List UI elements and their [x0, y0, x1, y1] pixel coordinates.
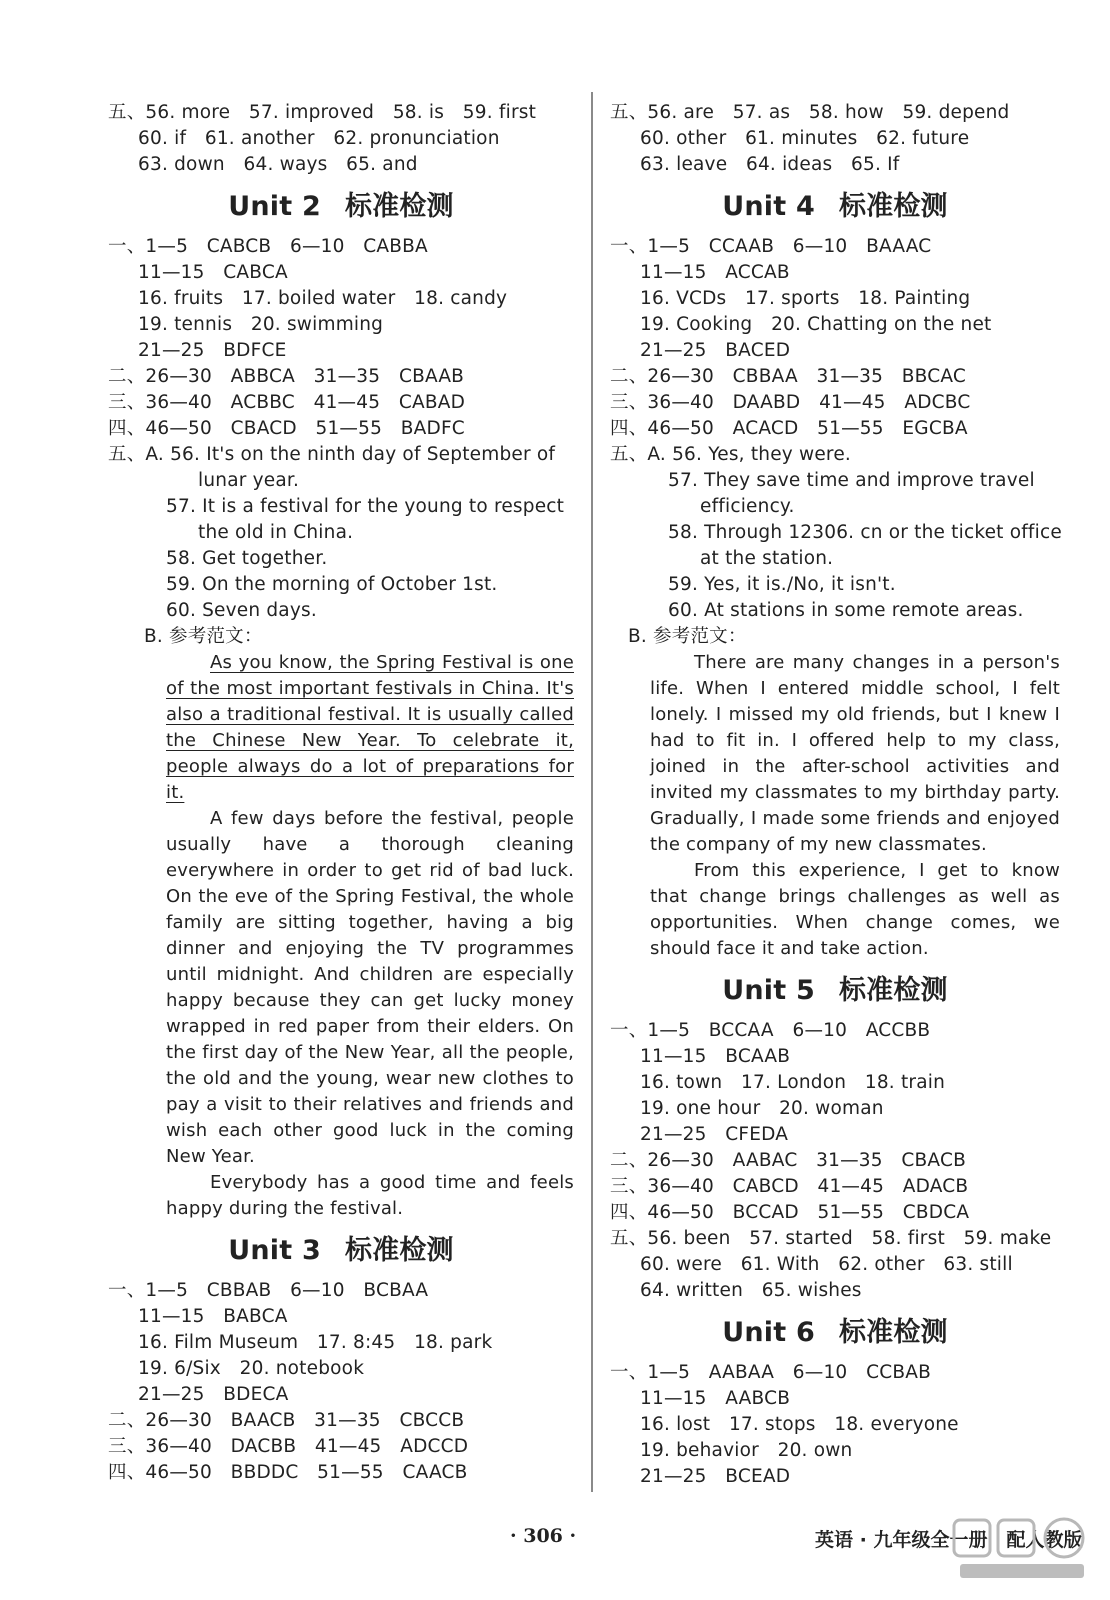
unit-title: Unit 6	[722, 1317, 815, 1348]
unit-2-heading	[108, 192, 574, 222]
answer-line: 58. Get together.	[166, 548, 328, 569]
right-column	[610, 100, 1060, 1490]
answer-line: 四、46—50 BCCAD 51—55 CBDCA	[610, 1202, 970, 1223]
answer-line: 三、36—40 CABCD 41—45 ADACB	[610, 1176, 969, 1197]
answer-line: 64. written 65. wishes	[640, 1280, 862, 1301]
answer-line: 21—25 BDECA	[138, 1384, 289, 1405]
answer-line: 57. They save time and improve travel	[668, 470, 1035, 491]
answer-line: 四、46—50 CBACD 51—55 BADFC	[108, 418, 465, 439]
left-column	[108, 100, 574, 1486]
unit-title: Unit 3	[228, 1235, 321, 1266]
answer-line: 19. one hour 20. woman	[640, 1098, 884, 1119]
essay-paragraph: From this experience, I get to know that change brings challenges as well as opportunities. When change comes, we should face it and take action.	[650, 860, 1060, 959]
answer-line: 60. if 61. another 62. pronunciation	[138, 128, 500, 149]
book-title: 英语 · 九年级全一册 配人教版	[815, 1529, 1083, 1551]
unit-subtitle: 标准检测	[838, 975, 948, 1006]
unit-title: Unit 2	[228, 191, 321, 222]
answer-line: 16. VCDs 17. sports 18. Painting	[640, 288, 971, 309]
answer-line: 60. At stations in some remote areas.	[668, 600, 1024, 621]
unit-subtitle: 标准检测	[838, 191, 948, 222]
answer-line: 59. Yes, it is./No, it isn't.	[668, 574, 896, 595]
answer-line: lunar year.	[198, 470, 300, 491]
answer-line: 一、1—5 CABCB 6—10 CABBA	[108, 236, 428, 257]
model-essay	[108, 650, 574, 1222]
answer-line: 21—25 BACED	[640, 340, 791, 361]
answer-line: the old in China.	[198, 522, 354, 543]
answer-line: 19. 6/Six 20. notebook	[138, 1358, 365, 1379]
answer-line: 58. Through 12306. cn or the ticket office	[668, 522, 1062, 543]
answer-line: 19. Cooking 20. Chatting on the net	[640, 314, 992, 335]
answer-line: efficiency.	[700, 496, 795, 517]
essay-paragraph: As you know, the Spring Festival is one of the most important festivals in China. It's also a traditional festival. It is usually called the Chinese New Year. To celebrate it, people always do a lot of preparations for it.	[166, 652, 574, 803]
answer-line: 19. behavior 20. own	[640, 1440, 853, 1461]
column-divider	[591, 92, 593, 1492]
unit-4-heading	[610, 192, 1060, 222]
model-essay	[610, 650, 1060, 962]
essay-paragraph: There are many changes in a person's life. When I entered middle school, I felt lonely. I missed my old friends, but I knew I had to fit in. I offered help to my class, joined in the after-school activities and invited my classmates to my birthday party. Gradually, I made some friends and enjoyed the company of my new classmates.	[650, 652, 1060, 855]
answer-line: 57. It is a festival for the young to respect	[166, 496, 565, 517]
answer-line: 59. On the morning of October 1st.	[166, 574, 498, 595]
answer-line: 21—25 BDFCE	[138, 340, 287, 361]
answer-line: at the station.	[700, 548, 834, 569]
answer-line: 63. down 64. ways 65. and	[138, 154, 418, 175]
answer-line: 11—15 ACCAB	[640, 262, 790, 283]
answer-line: 11—15 AABCB	[640, 1388, 791, 1409]
answer-line: 五、56. are 57. as 58. how 59. depend	[610, 102, 1010, 123]
answer-line: 63. leave 64. ideas 65. If	[640, 154, 900, 175]
answer-line: 二、26—30 ABBCA 31—35 CBAAB	[108, 366, 465, 387]
answer-line: 五、56. been 57. started 58. first 59. make	[610, 1228, 1052, 1249]
answer-line: 11—15 CABCA	[138, 262, 288, 283]
answer-line: 19. tennis 20. swimming	[138, 314, 384, 335]
answer-line: 五、56. more 57. improved 58. is 59. first	[108, 102, 537, 123]
answer-line: 三、36—40 ACBBC 41—45 CABAD	[108, 392, 466, 413]
answer-line: 五、A. 56. It's on the ninth day of September of	[108, 444, 556, 465]
essay-label: B. 参考范文：	[144, 626, 263, 647]
answer-line: 16. lost 17. stops 18. everyone	[640, 1414, 959, 1435]
answer-line: 一、1—5 AABAA 6—10 CCBAB	[610, 1362, 931, 1383]
essay-paragraph: A few days before the festival, people usually have a thorough cleaning everywhere in order to get rid of bad luck. On the eve of the Spring Festival, the whole family are sitting together, having a big dinner and enjoying the TV programmes until midnight. And children are especially happy because they can get lucky money wrapped in red paper from their elders. On the first day of the New Year, all the people, the old and the young, wear new clothes to pay a visit to their relatives and friends and wish each other good luck in the coming New Year.	[166, 808, 574, 1167]
answer-line: 二、26—30 AABAC 31—35 CBACB	[610, 1150, 966, 1171]
answer-line: 一、1—5 BCCAA 6—10 ACCBB	[610, 1020, 931, 1041]
unit-5-heading	[610, 976, 1060, 1006]
unit-6-heading	[610, 1318, 1060, 1348]
answer-line: 二、26—30 CBBAA 31—35 BBCAC	[610, 366, 967, 387]
unit-subtitle: 标准检测	[344, 1235, 454, 1266]
answer-line: 四、46—50 ACACD 51—55 EGCBA	[610, 418, 968, 439]
unit-3-heading	[108, 1236, 574, 1266]
answer-line: 60. Seven days.	[166, 600, 317, 621]
page-number: · 306 ·	[510, 1525, 577, 1547]
answer-line: 16. town 17. London 18. train	[640, 1072, 946, 1093]
answer-line: 11—15 BABCA	[138, 1306, 288, 1327]
answer-line: 三、36—40 DACBB 41—45 ADCCD	[108, 1436, 469, 1457]
answer-line: 三、36—40 DAABD 41—45 ADCBC	[610, 392, 971, 413]
unit-title: Unit 4	[722, 191, 815, 222]
answer-line: 60. were 61. With 62. other 63. still	[640, 1254, 1013, 1275]
unit-subtitle: 标准检测	[838, 1317, 948, 1348]
unit-subtitle: 标准检测	[344, 191, 454, 222]
answer-line: 16. Film Museum 17. 8:45 18. park	[138, 1332, 493, 1353]
essay-paragraph: Everybody has a good time and feels happy during the festival.	[166, 1172, 574, 1219]
answer-line: 二、26—30 BAACB 31—35 CBCCB	[108, 1410, 465, 1431]
answer-line: 11—15 BCAAB	[640, 1046, 791, 1067]
answer-line: 一、1—5 CBBAB 6—10 BCBAA	[108, 1280, 429, 1301]
answer-line: 一、1—5 CCAAB 6—10 BAAAC	[610, 236, 932, 257]
answer-line: 五、A. 56. Yes, they were.	[610, 444, 851, 465]
answer-line: 21—25 CFEDA	[640, 1124, 789, 1145]
unit-title: Unit 5	[722, 975, 815, 1006]
answer-line: 21—25 BCEAD	[640, 1466, 791, 1487]
answer-line: 四、46—50 BBDDC 51—55 CAACB	[108, 1462, 468, 1483]
watermark-logo-icon	[946, 1514, 1096, 1586]
answer-line: 60. other 61. minutes 62. future	[640, 128, 970, 149]
answer-line: 16. fruits 17. boiled water 18. candy	[138, 288, 508, 309]
essay-label: B. 参考范文：	[628, 626, 747, 647]
